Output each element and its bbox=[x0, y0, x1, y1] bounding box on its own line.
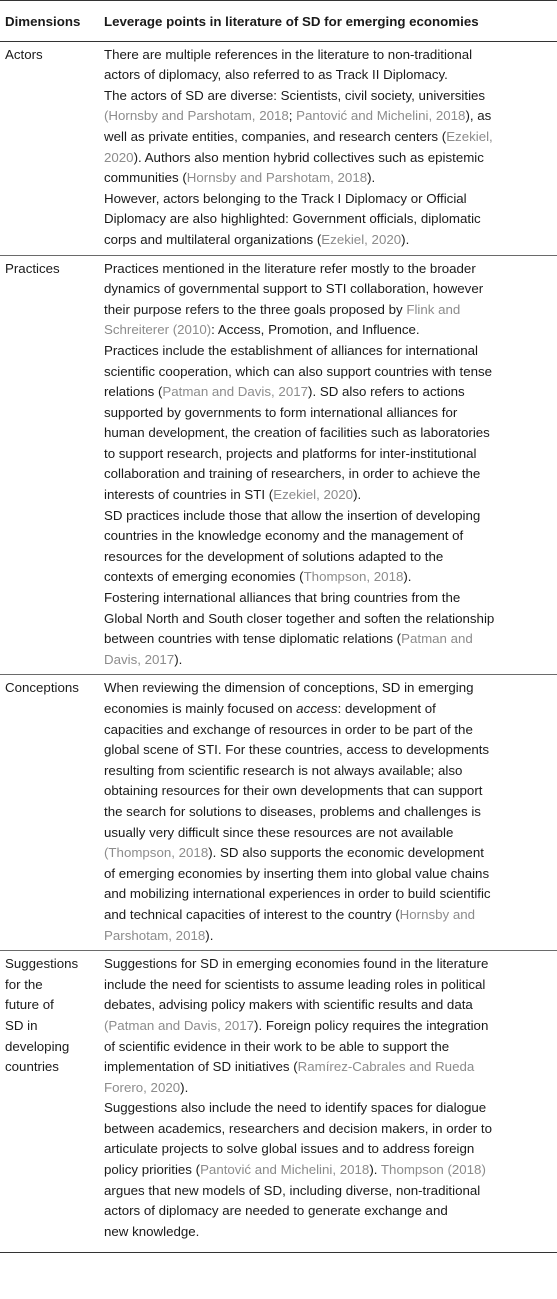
body-text: ). bbox=[367, 170, 376, 186]
citation-text: Patman and bbox=[401, 631, 473, 647]
text-line bbox=[104, 86, 553, 107]
body-text: capacities and exchange of resources in order to be part of the bbox=[104, 721, 473, 737]
dimension-label: Actors bbox=[5, 46, 43, 62]
text-line bbox=[104, 905, 553, 926]
text-line bbox=[104, 45, 553, 66]
body-text: ). bbox=[353, 487, 362, 503]
body-text: actors of diplomacy are needed to generate exchange and bbox=[104, 1203, 448, 1219]
text-line bbox=[104, 65, 553, 86]
text-line bbox=[104, 148, 553, 169]
body-text: their purpose refers to the three goals proposed by bbox=[104, 301, 407, 317]
body-text: obtaining resources for their own developments that can support bbox=[104, 783, 483, 799]
emphasis-text: access bbox=[296, 701, 338, 716]
text-line bbox=[104, 1139, 553, 1160]
text-line bbox=[104, 506, 553, 527]
text-line bbox=[104, 464, 553, 485]
citation-text: Forero, 2020 bbox=[104, 1079, 181, 1095]
body-text: collaboration and training of researchers, in order to achieve the bbox=[104, 466, 481, 482]
citation-text: (Patman and Davis, 2017 bbox=[104, 1017, 255, 1033]
dimension-cell bbox=[0, 255, 104, 675]
text-line bbox=[104, 629, 553, 650]
dimension-label: developing bbox=[5, 1038, 70, 1054]
body-text: argues that new models of SD, including diverse, non-traditional bbox=[104, 1182, 481, 1198]
citation-text: Ramírez-Cabrales and Rueda bbox=[297, 1059, 475, 1075]
text-line bbox=[104, 485, 553, 506]
text-line bbox=[104, 588, 553, 609]
text-line bbox=[104, 567, 553, 588]
text-line bbox=[104, 1119, 553, 1140]
table-row bbox=[0, 41, 557, 255]
citation-text: Ezekiel, 2020 bbox=[321, 231, 402, 247]
table-body bbox=[0, 41, 557, 1253]
text-line bbox=[104, 975, 553, 996]
text-line bbox=[104, 209, 553, 230]
body-text: ). bbox=[180, 1079, 189, 1095]
text-line bbox=[104, 1016, 553, 1037]
body-text: scientific cooperation, which can also support countries with tense bbox=[104, 363, 493, 379]
dimension-cell bbox=[0, 41, 104, 255]
text-line bbox=[104, 362, 553, 383]
body-text: The actors of SD are diverse: Scientists, civil society, universities bbox=[104, 87, 486, 103]
body-text: Suggestions for SD in emerging economies found in the literature bbox=[104, 956, 489, 972]
body-text: ). bbox=[174, 651, 183, 667]
body-text: usually very difficult since these resources are not available bbox=[104, 824, 454, 840]
text-line bbox=[104, 403, 553, 424]
text-line bbox=[104, 1160, 553, 1181]
body-text: ), as bbox=[465, 108, 492, 124]
body-text: ; bbox=[288, 108, 297, 124]
text-line bbox=[104, 781, 553, 802]
body-text: supported by governments to form international alliances for bbox=[104, 404, 458, 420]
body-text: between academics, researchers and decision makers, in order to bbox=[104, 1120, 493, 1136]
header-leverage-points: Leverage points in literature of SD for emerging economies bbox=[104, 1, 557, 42]
citation-text: Ezekiel, 2020 bbox=[273, 487, 354, 503]
citation-text: Parshotam, 2018 bbox=[104, 927, 206, 943]
body-text: There are multiple references in the literature to non-traditional bbox=[104, 46, 473, 62]
citation-text: Patman and Davis, 2017 bbox=[162, 384, 309, 400]
text-line bbox=[104, 843, 553, 864]
leverage-cell bbox=[104, 951, 557, 1253]
body-text: include the need for scientists to assume leading roles in political bbox=[104, 976, 486, 992]
dimension-cell bbox=[0, 675, 104, 951]
text-line bbox=[104, 1078, 553, 1099]
body-text: policy priorities ( bbox=[104, 1162, 201, 1178]
body-text: corps and multilateral organizations ( bbox=[104, 231, 322, 247]
citation-text: Pantović and Michelini, 2018 bbox=[296, 108, 466, 124]
body-text: debates, advising policy makers with scientific results and data bbox=[104, 997, 473, 1013]
citation-text: Ezekiel, bbox=[446, 128, 493, 144]
text-line bbox=[104, 823, 553, 844]
body-text: Practices mentioned in the literature refer mostly to the broader bbox=[104, 260, 476, 276]
text-line bbox=[104, 1037, 553, 1058]
text-line bbox=[104, 526, 553, 547]
dimension-label: Suggestions bbox=[5, 956, 79, 972]
text-line bbox=[104, 650, 553, 671]
leverage-cell bbox=[104, 41, 557, 255]
text-line bbox=[104, 678, 553, 699]
body-text: communities ( bbox=[104, 170, 187, 186]
citation-text: Schreiterer (2010) bbox=[104, 322, 212, 338]
body-text: to support research, projects and platforms for inter-institutional bbox=[104, 445, 477, 461]
body-text: interests of countries in STI ( bbox=[104, 487, 274, 503]
dimension-label: countries bbox=[5, 1059, 59, 1075]
text-line bbox=[104, 995, 553, 1016]
body-text: Suggestions also include the need to identify spaces for dialogue bbox=[104, 1100, 487, 1116]
text-line bbox=[104, 1181, 553, 1202]
body-text: : development of bbox=[337, 701, 436, 716]
text-line bbox=[104, 926, 553, 947]
text-line bbox=[104, 300, 553, 321]
body-text: between countries with tense diplomatic relations ( bbox=[104, 631, 402, 647]
body-text: Diplomacy are also highlighted: Government officials, diplomatic bbox=[104, 211, 481, 227]
body-text: relations ( bbox=[104, 384, 163, 400]
body-text: and mobilizing international experiences in order to build scientific bbox=[104, 886, 491, 902]
body-text: When reviewing the dimension of conceptions, SD in emerging bbox=[104, 680, 474, 696]
body-text: of emerging economies by inserting them into global value chains bbox=[104, 865, 490, 881]
text-line bbox=[104, 189, 553, 210]
text-line bbox=[104, 1201, 553, 1222]
text-line bbox=[104, 168, 553, 189]
text-line bbox=[104, 609, 553, 630]
text-line bbox=[104, 230, 553, 251]
body-text: ). bbox=[369, 1162, 381, 1178]
dimension-label: Practices bbox=[5, 260, 60, 276]
dimension-cell bbox=[0, 951, 104, 1253]
text-line bbox=[104, 259, 553, 280]
text-line bbox=[104, 423, 553, 444]
citation-text: Pantović and Michelini, 2018 bbox=[200, 1162, 370, 1178]
body-text: countries in the knowledge economy and the management of bbox=[104, 528, 464, 544]
body-text: human development, the creation of facilities such as laboratories bbox=[104, 425, 490, 441]
citation-text: Davis, 2017 bbox=[104, 651, 175, 667]
text-line bbox=[104, 761, 553, 782]
body-text: ). bbox=[205, 927, 214, 943]
text-line bbox=[104, 699, 553, 720]
body-text: dynamics of governmental support to STI collaboration, however bbox=[104, 281, 484, 297]
body-text: Practices include the establishment of alliances for international bbox=[104, 342, 478, 358]
text-line bbox=[104, 720, 553, 741]
citation-text: Flink and bbox=[406, 301, 461, 317]
dimension-label: for the bbox=[5, 976, 43, 992]
body-text: resulting from scientific research is not always available; also bbox=[104, 762, 463, 778]
text-line bbox=[104, 1057, 553, 1078]
citation-text: Thompson (2018) bbox=[380, 1162, 486, 1178]
text-line bbox=[104, 444, 553, 465]
citation-text: Hornsby and bbox=[399, 906, 476, 922]
table-header bbox=[0, 1, 557, 42]
body-text: ). bbox=[403, 569, 412, 585]
body-text: : Access, Promotion, and Influence. bbox=[211, 322, 420, 338]
text-line bbox=[104, 884, 553, 905]
leverage-cell bbox=[104, 675, 557, 951]
table-row bbox=[0, 951, 557, 1253]
dimension-label: SD in bbox=[5, 1017, 38, 1033]
text-line bbox=[104, 864, 553, 885]
body-text: global scene of STI. For these countries, access to developments bbox=[104, 742, 490, 758]
leverage-cell bbox=[104, 255, 557, 675]
text-line bbox=[104, 740, 553, 761]
body-text: of scientific evidence in their work to be able to support the bbox=[104, 1038, 450, 1054]
text-line bbox=[104, 341, 553, 362]
body-text: articulate projects to solve global issues and to address foreign bbox=[104, 1141, 475, 1157]
table-row bbox=[0, 255, 557, 675]
text-line bbox=[104, 802, 553, 823]
dimension-label: future of bbox=[5, 997, 54, 1013]
body-text: Fostering international alliances that bring countries from the bbox=[104, 590, 461, 606]
body-text: implementation of SD initiatives ( bbox=[104, 1059, 298, 1075]
citation-text: 2020 bbox=[104, 149, 134, 165]
body-text: ). Foreign policy requires the integration bbox=[254, 1017, 489, 1033]
header-dimensions: Dimensions bbox=[0, 1, 104, 42]
body-text: However, actors belonging to the Track I Diplomacy or Official bbox=[104, 190, 467, 206]
table-row bbox=[0, 675, 557, 951]
text-line bbox=[104, 320, 553, 341]
body-text: resources for the development of solutions adapted to the bbox=[104, 548, 444, 564]
body-text: Global North and South closer together and soften the relationship bbox=[104, 610, 495, 626]
citation-text: Thompson, 2018 bbox=[303, 569, 404, 585]
text-line bbox=[104, 127, 553, 148]
body-text: the search for solutions to diseases, problems and challenges is bbox=[104, 803, 481, 819]
text-line bbox=[104, 279, 553, 300]
body-text: well as private entities, companies, and research centers ( bbox=[104, 128, 447, 144]
text-line bbox=[104, 547, 553, 568]
body-text: contexts of emerging economies ( bbox=[104, 569, 304, 585]
dimension-label: Conceptions bbox=[5, 680, 79, 696]
text-line bbox=[104, 1222, 553, 1243]
citation-text: (Thompson, 2018 bbox=[104, 845, 209, 861]
citation-text: Hornsby and Parshotam, 2018 bbox=[186, 170, 368, 186]
text-line bbox=[104, 106, 553, 127]
body-text: ). SD also refers to actions bbox=[308, 384, 465, 400]
body-text: SD practices include those that allow the insertion of developing bbox=[104, 507, 481, 523]
body-text: actors of diplomacy, also referred to as Track II Diplomacy. bbox=[104, 67, 448, 83]
text-line bbox=[104, 1098, 553, 1119]
citation-text: (Hornsby and Parshotam, 2018 bbox=[104, 108, 289, 124]
body-text: ). Authors also mention hybrid collectives such as epistemic bbox=[133, 149, 484, 165]
body-text: and technical capacities of interest to the country ( bbox=[104, 906, 400, 922]
body-text: economies is mainly focused on bbox=[104, 701, 297, 716]
body-text: new knowledge. bbox=[104, 1223, 200, 1239]
header-row bbox=[0, 1, 557, 42]
body-text: ). SD also supports the economic development bbox=[208, 845, 484, 861]
text-line bbox=[104, 382, 553, 403]
body-text: ). bbox=[401, 231, 410, 247]
text-line bbox=[104, 954, 553, 975]
